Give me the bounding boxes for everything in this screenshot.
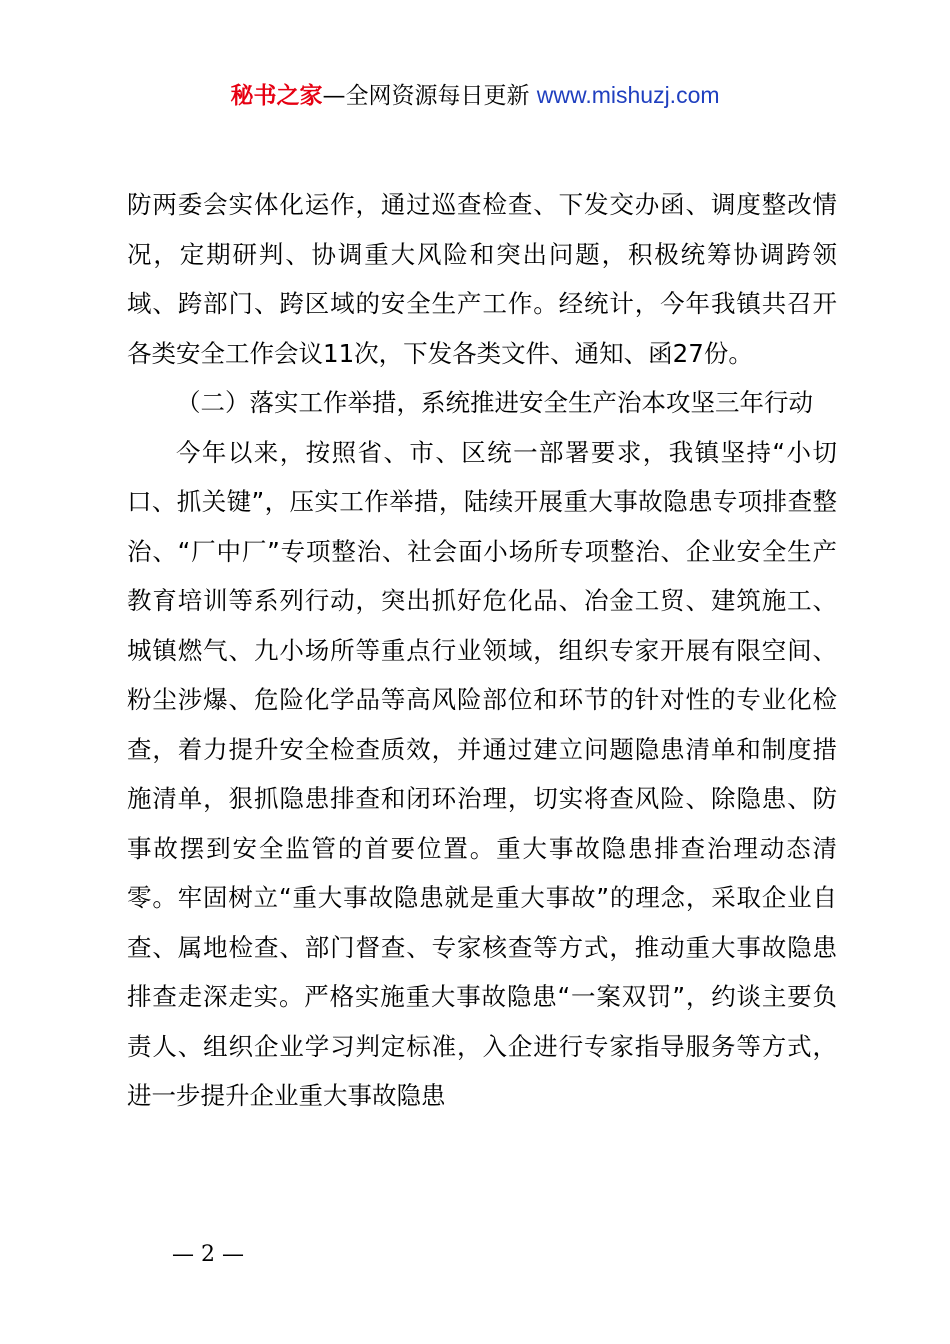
- header-slogan: —全网资源每日更新: [322, 83, 537, 109]
- site-url-link[interactable]: www.mishuzj.com: [536, 82, 720, 108]
- document-body: [127, 180, 837, 1121]
- paragraph-main: 今年以来，按照省、市、区统一部署要求，我镇坚持“小切口、抓关键”，压实工作举措，陆续开展重大事故隐患专项排查整治、“厂中厂”专项整治、社会面小场所专项整治、企业安全生产教育培训等系列行动，突出抓好危化品、冶金工贸、建筑施工、城镇燃气、九小场所等重点行业领域，组织专家开展有限空间、粉尘涉爆、危险化学品等高风险部位和环节的针对性的专业化检查，着力提升安全检查质效，并通过建立问题隐患清单和制度措施清单，狠抓隐患排查和闭环治理，切实将查风险、除隐患、防事故摆到安全监管的首要位置。重大事故隐患排查治理动态清零。牢固树立“重大事故隐患就是重大事故”的理念，采取企业自查、属地检查、部门督查、专家核查等方式，推动重大事故隐患排查走深走实。严格实施重大事故隐患“一案双罚”，约谈主要负责人、组织企业学习判定标准，入企进行专家指导服务等方式，进一步提升企业重大事故隐患: [127, 437, 837, 1110]
- page-number: — 2 —: [172, 1242, 244, 1267]
- section-heading: （二）落实工作举措，系统推进安全生产治本攻坚三年行动: [176, 388, 813, 417]
- site-header: [0, 78, 950, 113]
- brand-name: 秘书之家: [230, 83, 323, 109]
- paragraph-continued: 防两委会实体化运作，通过巡查检查、下发交办函、调度整改情况，定期研判、协调重大风险和突出问题，积极统筹协调跨领域、跨部门、跨区域的安全生产工作。经统计，今年我镇共召开各类安全工作会议11次，下发各类文件、通知、函27份。: [127, 190, 837, 368]
